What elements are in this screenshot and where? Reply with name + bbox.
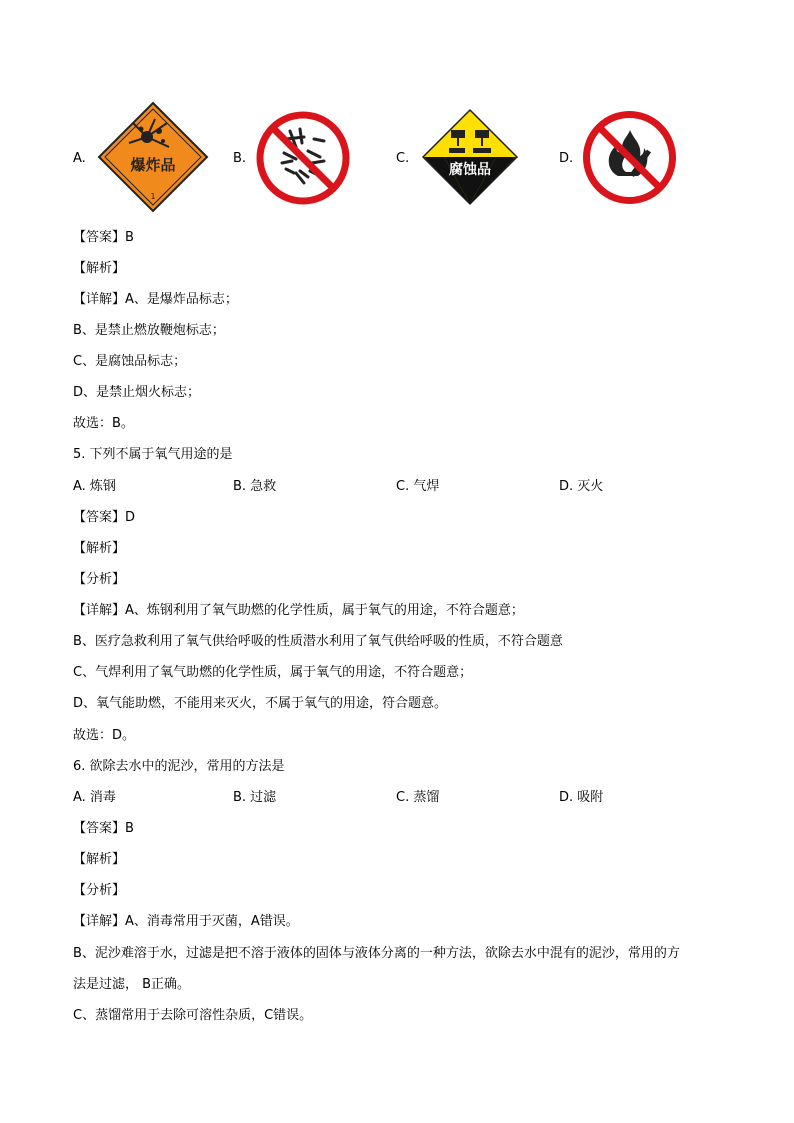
q6-option-d: D. 吸附: [559, 790, 604, 805]
q5-conclusion: 故选：D。: [73, 728, 136, 743]
q6-detail-line: B、泥沙难溶于水，过滤是把不溶于液体的固体与液体分离的一种方法，欲除去水中混有的泥沙，常用的方: [73, 946, 680, 961]
q5-stem: 5. 下列不属于氧气用途的是: [73, 447, 233, 462]
q5-detail-line: D、氧气能助燃，不能用来灭火，不属于氧气的用途，符合题意。: [73, 696, 448, 711]
q5-fenxi: 【分析】: [73, 572, 126, 587]
q4-detail-line: D、是禁止烟火标志；: [73, 385, 201, 400]
corrosive-sign-icon: [421, 108, 519, 206]
q6-answer: 【答案】B: [73, 821, 134, 836]
q5-detail-line: B、医疗急救利用了氧气供给呼吸的性质潜水利用了氧气供给呼吸的性质，不符合题意: [73, 634, 563, 649]
option-d-letter: D.: [559, 151, 574, 166]
q5-option-b: B. 急救: [233, 479, 277, 494]
q5-answer: 【答案】D: [73, 510, 136, 525]
q4-detail-line: B、是禁止燃放鞭炮标志；: [73, 323, 225, 338]
q4-analysis-text: 解析: [86, 261, 113, 276]
q6-detail-line: 法是过滤， B正确。: [73, 977, 191, 992]
q6-stem: 6. 欲除去水中的泥沙，常用的方法是: [73, 759, 285, 774]
q4-detail-line: C、是腐蚀品标志；: [73, 354, 187, 369]
q6-fenxi: 【分析】: [73, 883, 126, 898]
corrosive-sign-text: 腐蚀品: [449, 162, 491, 178]
q6-analysis-heading: 【解析】: [73, 852, 126, 867]
option-a-letter: A.: [73, 151, 86, 166]
q4-conclusion: 故选：B。: [73, 416, 134, 431]
q6-option-b: B. 过滤: [233, 790, 277, 805]
option-b-letter: B.: [233, 151, 247, 166]
q5-detail-line: C、气焊利用了氧气助燃的化学性质，属于氧气的用途，不符合题意；: [73, 665, 473, 680]
q6-detail-line: 【详解】A、消毒常用于灭菌，A错误。: [73, 914, 299, 929]
explosive-sign-text: 爆炸品: [130, 156, 176, 174]
no-firecrackers-sign-icon: [256, 111, 350, 205]
option-c-letter: C.: [396, 151, 410, 166]
q6-detail-line: C、蒸馏常用于去除可溶性杂质，C错误。: [73, 1008, 313, 1023]
q6-analysis-text: 解析: [86, 852, 113, 867]
explosive-sign-number: 1: [150, 192, 156, 201]
q5-analysis-heading: 【解析】: [73, 541, 126, 556]
q5-analysis-text: 解析: [86, 541, 113, 556]
q6-option-a: A. 消毒: [73, 790, 116, 805]
q4-detail-line: 【详解】A、是爆炸品标志；: [73, 292, 238, 307]
q5-detail-line: 【详解】A、炼钢利用了氧气助燃的化学性质，属于氧气的用途，不符合题意；: [73, 603, 524, 618]
q6-option-c: C. 蒸馏: [396, 790, 440, 805]
q5-option-c: C. 气焊: [396, 479, 440, 494]
q5-option-a: A. 炼钢: [73, 479, 116, 494]
q4-analysis-heading: 【解析】: [73, 261, 126, 276]
explosive-sign-icon: [97, 101, 209, 213]
q4-answer: 【答案】B: [73, 230, 134, 245]
no-fire-sign-icon: [582, 110, 677, 205]
q5-option-d: D. 灭火: [559, 479, 604, 494]
